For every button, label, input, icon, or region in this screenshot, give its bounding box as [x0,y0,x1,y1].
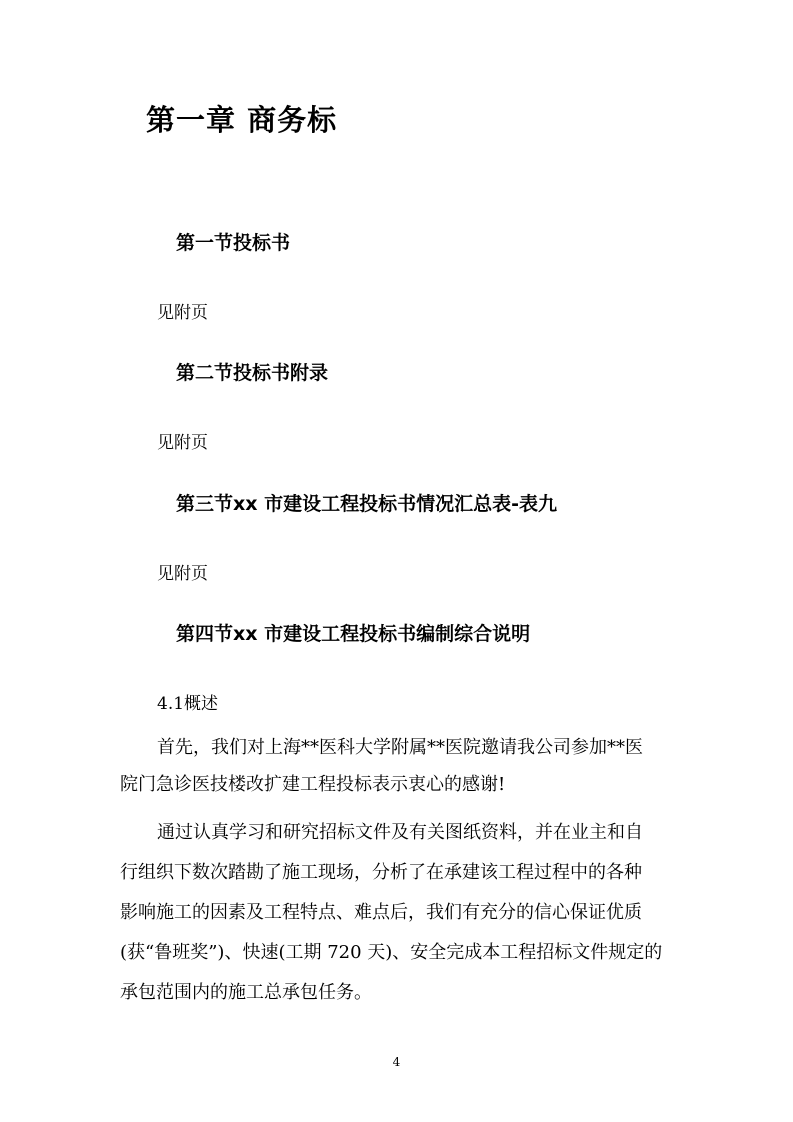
paragraph-2-line: 影响施工的因素及工程特点、难点后，我们有充分的信心保证优质 [120,902,642,923]
paragraph-2-line: 通过认真学习和研究招标文件及有关图纸资料，并在业主和自 [157,822,643,843]
paragraph-2-line: 行组织下数次踏勘了施工现场，分析了在承建该工程过程中的各种 [120,862,642,883]
section-2-note: 见附页 [157,433,208,453]
paragraph-1-line: 首先，我们对上海**医科大学附属**医院邀请我公司参加**医 [157,737,643,758]
section-3-title: 第三节xx 市建设工程投标书情况汇总表-表九 [176,493,558,515]
section-4-title: 第四节xx 市建设工程投标书编制综合说明 [176,623,531,645]
paragraph-2-line: (获“鲁班奖”)、快速(工期 720 天)、安全完成本工程招标文件规定的 [120,942,663,963]
section-2-title: 第二节投标书附录 [176,362,329,384]
chapter-title: 第一章 商务标 [146,103,338,137]
subsection-heading: 4.1概述 [157,694,219,714]
page-number: 4 [392,1055,401,1069]
section-3-note: 见附页 [157,564,208,584]
section-1-title: 第一节投标书 [176,232,291,254]
section-1-note: 见附页 [157,303,208,323]
paragraph-2-line: 承包范围内的施工总承包任务。 [120,982,372,1003]
paragraph-1-line: 院门急诊医技楼改扩建工程投标表示衷心的感谢! [120,774,506,795]
